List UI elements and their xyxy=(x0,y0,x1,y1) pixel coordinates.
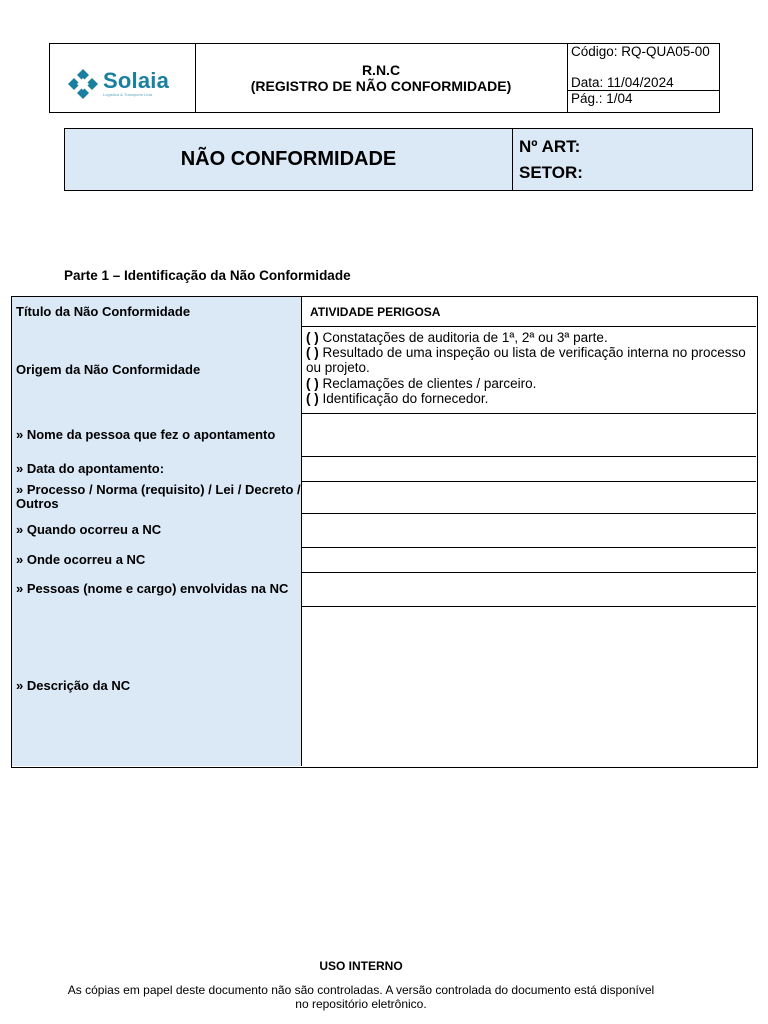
origin-option-label: Identificação do fornecedor. xyxy=(322,390,489,406)
footer-title: USO INTERNO xyxy=(319,959,403,973)
nc-when-field[interactable] xyxy=(303,513,756,547)
nc-title-box xyxy=(64,128,753,191)
table-row xyxy=(12,413,756,457)
table-row xyxy=(12,481,756,514)
table-row xyxy=(12,572,756,607)
reporter-name-label: » Nome da pessoa que fez o apontamento xyxy=(12,413,302,456)
page-number: Pág.: 1/04 xyxy=(571,91,633,106)
nc-where-field[interactable] xyxy=(303,547,756,572)
reporter-name-field[interactable] xyxy=(303,413,756,456)
origin-option-inspection[interactable] xyxy=(306,345,756,375)
logo-tagline: Logística & Transporte Ltda xyxy=(103,92,152,97)
nc-id-cell xyxy=(512,129,752,190)
people-involved-label: » Pessoas (nome e cargo) envolvidas na NC xyxy=(12,572,302,606)
document-date: Data: 11/04/2024 xyxy=(571,75,674,90)
document-title: R.N.C xyxy=(361,62,401,78)
table-row xyxy=(12,606,756,766)
nc-title-field[interactable] xyxy=(303,297,756,326)
nc-title-value: ATIVIDADE PERIGOSA xyxy=(310,304,441,319)
sector-label: SETOR: xyxy=(519,163,583,182)
checkbox-mark: ( ) xyxy=(306,345,319,361)
logo-wordmark: Solaia xyxy=(103,68,170,93)
document-code: Código: RQ-QUA05-00 xyxy=(571,44,710,59)
people-involved-field[interactable] xyxy=(303,572,756,606)
origin-option-audit[interactable] xyxy=(306,330,756,345)
nc-description-field[interactable] xyxy=(303,606,756,766)
diamond-logo-icon xyxy=(67,68,99,100)
checkbox-mark: ( ) xyxy=(306,330,319,345)
nc-when-label: » Quando ocorreu a NC xyxy=(12,513,302,547)
document-meta-cell xyxy=(567,44,719,112)
art-number-label: Nº ART: xyxy=(519,137,581,156)
document-header xyxy=(49,43,720,113)
table-row xyxy=(12,456,756,482)
origin-option-supplier[interactable] xyxy=(306,391,756,406)
document-subtitle: (REGISTRO DE NÃO CONFORMIDADE) xyxy=(250,78,512,94)
origin-option-label: Constatações de auditoria de 1ª, 2ª ou 3ª parte. xyxy=(322,330,608,345)
logo-cell xyxy=(50,44,196,112)
table-row xyxy=(12,547,756,573)
section-title: Parte 1 – Identificação da Não Conformidade xyxy=(64,268,351,283)
nc-title-label: Título da Não Conformidade xyxy=(12,297,302,326)
nc-description-label: » Descrição da NC xyxy=(12,606,302,766)
checkbox-mark: ( ) xyxy=(306,390,319,406)
origin-option-complaints[interactable] xyxy=(306,376,756,391)
table-row xyxy=(12,326,756,414)
nc-title: NÃO CONFORMIDADE xyxy=(65,129,513,190)
nc-identification-table xyxy=(11,296,758,768)
checkbox-mark: ( ) xyxy=(306,375,319,391)
document-title-cell xyxy=(195,44,568,112)
nc-origin-options xyxy=(303,326,756,413)
nc-origin-label: Origem da Não Conformidade xyxy=(12,326,302,413)
report-date-label: » Data do apontamento: xyxy=(12,456,302,481)
nc-where-label: » Onde ocorreu a NC xyxy=(12,547,302,572)
origin-option-label: Resultado de uma inspeção ou lista de verificação interna no processo ou projeto. xyxy=(306,345,746,376)
table-row xyxy=(12,513,756,548)
origin-option-label: Reclamações de clientes / parceiro. xyxy=(322,375,537,391)
process-norm-label: » Processo / Norma (requisito) / Lei / Decreto / Outros xyxy=(12,481,302,513)
report-date-field[interactable] xyxy=(303,456,756,481)
footer-note: As cópias em papel deste documento não são controladas. A versão controlada do documento está disponível no repositório eletrônico. xyxy=(67,983,655,1011)
process-norm-field[interactable] xyxy=(303,481,756,513)
company-logo xyxy=(67,68,169,100)
table-row xyxy=(12,297,756,327)
